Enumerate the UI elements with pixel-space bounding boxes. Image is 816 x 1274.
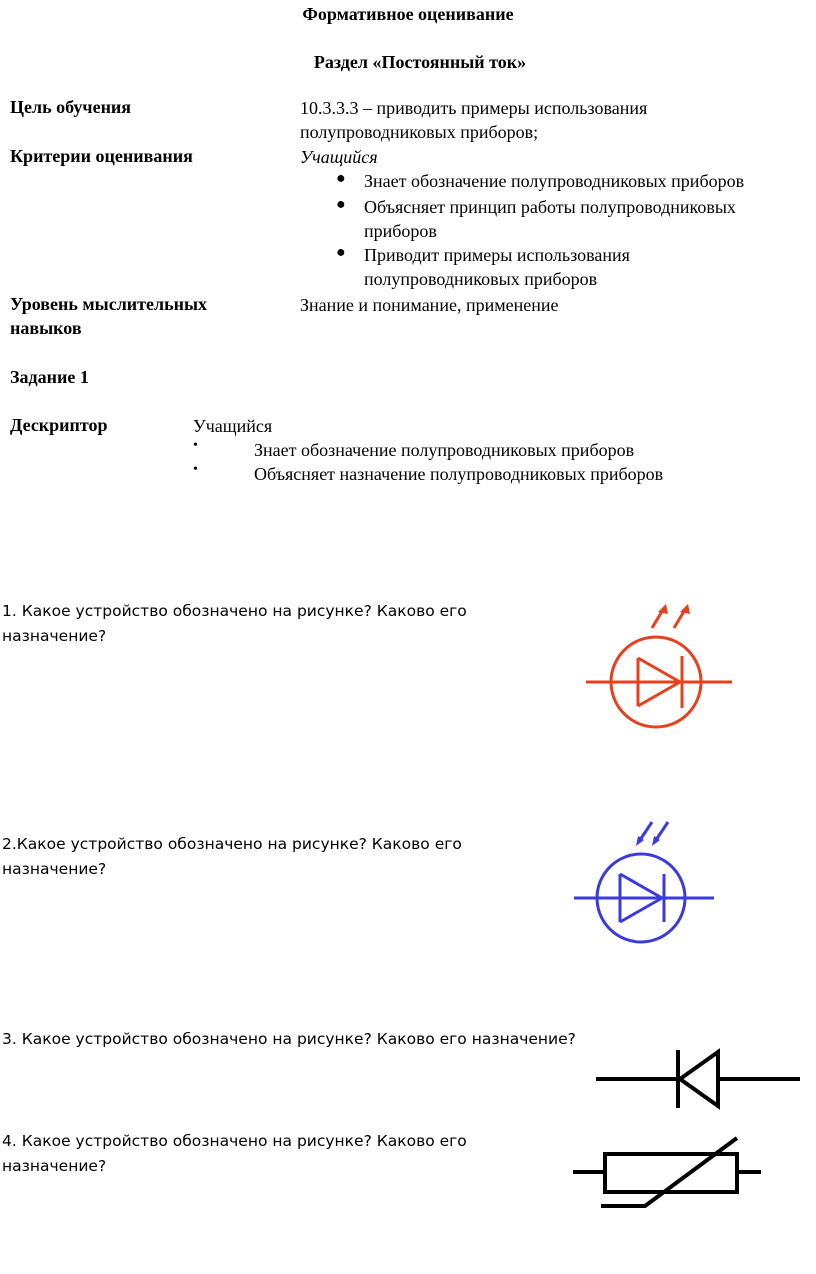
criteria-subject: Учащийся <box>300 147 378 167</box>
goal-label: Цель обучения <box>10 97 132 117</box>
bullet-icon: ● <box>336 196 346 213</box>
bullet-icon: ● <box>336 170 346 187</box>
skills-text: Знание и понимание, применение <box>300 295 559 315</box>
bullet-icon: ● <box>336 244 346 261</box>
criteria-item-3-cont: полупроводниковых приборов <box>364 269 598 289</box>
criteria-label: Критерии оценивания <box>10 146 193 166</box>
question-2-line2: назначение? <box>2 860 107 878</box>
criteria-item-2-cont: приборов <box>364 221 437 241</box>
descriptor-item-2: Объясняет назначение полупроводниковых приборов <box>254 464 664 484</box>
thermistor-symbol-icon <box>571 1128 761 1214</box>
diode-symbol-icon <box>594 1048 804 1112</box>
descriptor-item-1: Знает обозначение полупроводниковых приборов <box>254 440 635 460</box>
question-3-line1: 3. Какое устройство обозначено на рисунке? Каково его назначение? <box>2 1030 576 1048</box>
criteria-item-1: Знает обозначение полупроводниковых приборов <box>364 171 745 191</box>
question-4-line2: назначение? <box>2 1157 107 1175</box>
section-title: Раздел «Постоянный ток» <box>313 52 527 72</box>
descriptor-label: Дескриптор <box>10 415 108 435</box>
question-4-line1: 4. Какое устройство обозначено на рисунке? Каково его <box>2 1132 467 1150</box>
bullet-icon: • <box>193 462 198 477</box>
question-1-line2: назначение? <box>2 627 107 645</box>
criteria-item-3: Приводит примеры использования <box>364 245 630 265</box>
question-2-line1: 2.Какое устройство обозначено на рисунке? Каково его <box>2 835 462 853</box>
page-title: Формативное оценивание <box>302 4 514 24</box>
criteria-item-2: Объясняет принцип работы полупроводниковых <box>364 197 736 217</box>
bullet-icon: • <box>193 438 198 453</box>
skills-label-line1: Уровень мыслительных <box>10 294 208 314</box>
goal-text-line2: полупроводниковых приборов; <box>300 122 539 142</box>
question-1-line1: 1. Какое устройство обозначено на рисунке? Каково его <box>2 602 467 620</box>
goal-text-line1: 10.3.3.3 – приводить примеры использования <box>300 98 648 118</box>
skills-label-line2: навыков <box>10 318 82 338</box>
photodiode-symbol-icon <box>572 816 722 941</box>
led-symbol-icon <box>582 598 742 728</box>
task-label: Задание 1 <box>10 367 89 387</box>
descriptor-subject: Учащийся <box>193 416 273 436</box>
